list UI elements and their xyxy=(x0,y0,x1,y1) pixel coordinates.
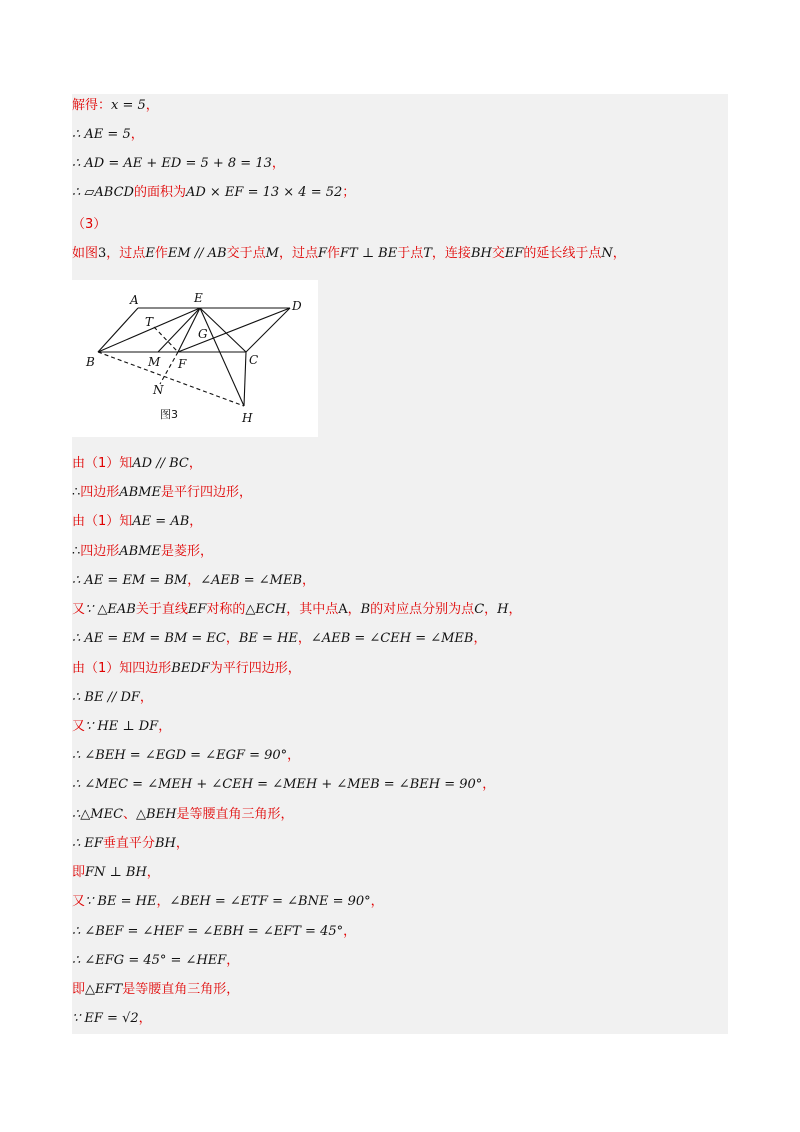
text-line xyxy=(72,660,301,678)
text-line xyxy=(72,864,160,882)
chinese-text: 又 xyxy=(72,602,86,617)
figure-3 xyxy=(72,280,318,437)
chinese-text: 四边形 xyxy=(80,544,120,559)
text-line xyxy=(72,572,315,590)
chinese-text: ，连接 xyxy=(431,246,471,261)
text-line xyxy=(72,776,495,794)
chinese-text: ， xyxy=(225,631,239,646)
text-line xyxy=(72,747,300,765)
math-expression: EF xyxy=(504,246,524,261)
chinese-text: ， xyxy=(484,602,498,617)
label-H: H xyxy=(242,411,253,425)
math-expression: FN ⊥ BH xyxy=(85,865,147,880)
text-line xyxy=(72,216,106,234)
chinese-text: ， xyxy=(297,631,311,646)
segment-EF xyxy=(178,308,200,352)
chinese-text: ， xyxy=(187,573,201,588)
text-line xyxy=(72,126,144,144)
chinese-text: ， xyxy=(139,690,153,705)
text-line xyxy=(72,835,189,853)
text-line xyxy=(72,689,153,707)
segment-AB xyxy=(98,308,138,352)
math-expression: △ECH xyxy=(245,602,287,617)
chinese-text: ， xyxy=(473,631,487,646)
text-line xyxy=(72,923,356,941)
chinese-text: ， xyxy=(347,602,361,617)
math-expression: EM // AB xyxy=(167,246,227,261)
chinese-text: 四边形 xyxy=(80,485,120,500)
math-expression: C xyxy=(474,602,485,617)
text-line xyxy=(72,601,522,619)
math-expression: ∵ HE ⊥ DF xyxy=(85,719,159,734)
segment-CD xyxy=(246,308,290,352)
math-expression: ∴ EF xyxy=(72,836,103,851)
label-C: C xyxy=(249,353,259,367)
math-expression: ABME xyxy=(119,544,162,559)
text-line xyxy=(72,513,202,531)
chinese-text: 作 xyxy=(154,246,168,261)
segment-FN-dashed xyxy=(160,352,178,384)
chinese-text: ， xyxy=(271,156,285,171)
label-E: E xyxy=(194,291,203,305)
math-expression: ∴ AE = EM = BM xyxy=(72,573,188,588)
text-line xyxy=(72,97,159,115)
text-line xyxy=(72,952,239,970)
chinese-text: ； xyxy=(342,185,356,200)
chinese-text: ， xyxy=(370,894,384,909)
math-expression: △BEH xyxy=(136,807,177,822)
text-line xyxy=(72,455,202,473)
text-line xyxy=(72,245,626,263)
math-expression: BEDF xyxy=(171,661,210,676)
math-expression: AD × EF = 13 × 4 = 52 xyxy=(185,185,343,200)
math-expression: ∴ xyxy=(72,485,81,500)
label-G: G xyxy=(198,327,208,341)
math-expression: E xyxy=(145,246,155,261)
chinese-text: 于点 xyxy=(397,246,424,261)
text-line xyxy=(72,184,355,202)
chinese-text: （3） xyxy=(72,217,107,232)
math-expression: ∠BEH = ∠ETF = ∠BNE = 90° xyxy=(169,894,371,909)
math-expression: EF xyxy=(187,602,207,617)
math-expression: F xyxy=(317,246,327,261)
chinese-text: ， xyxy=(158,719,172,734)
chinese-text: 关于直线 xyxy=(135,602,188,617)
math-expression: ∴ AE = EM = BM = EC xyxy=(72,631,226,646)
math-expression: M xyxy=(265,246,279,261)
text-line xyxy=(72,893,384,911)
chinese-text: 的对应点分别为点 xyxy=(370,602,475,617)
chinese-text: 是平行四边形， xyxy=(161,485,253,500)
chinese-text: ， xyxy=(156,894,170,909)
math-expression: ∵ △EAB xyxy=(85,602,136,617)
math-expression: ∴ ▱ABCD xyxy=(72,185,134,200)
math-expression: H xyxy=(497,602,509,617)
chinese-text: 是菱形， xyxy=(161,544,214,559)
math-expression: ∠AEB = ∠CEH = ∠MEB xyxy=(310,631,474,646)
chinese-text: 即 xyxy=(72,865,86,880)
math-expression: △EFT xyxy=(85,982,123,997)
chinese-text: ， xyxy=(508,602,522,617)
chinese-text: ， xyxy=(189,514,203,529)
chinese-text: 即 xyxy=(72,982,86,997)
chinese-text: ， xyxy=(146,865,160,880)
math-expression: BE = HE xyxy=(238,631,298,646)
text-line xyxy=(72,981,239,999)
text-line xyxy=(72,155,285,173)
chinese-text: 由（1）知 xyxy=(72,514,133,529)
math-expression: ∠AEB = ∠MEB xyxy=(200,573,303,588)
math-expression: ∴ ∠BEF = ∠HEF = ∠EBH = ∠EFT = 45° xyxy=(72,924,344,939)
chinese-text: 作 xyxy=(326,246,340,261)
chinese-text: ， xyxy=(612,246,626,261)
chinese-text: 由（1）知四边形 xyxy=(72,661,172,676)
math-expression: x = 5 xyxy=(111,98,146,113)
segment-CH xyxy=(244,352,246,406)
chinese-text: ， xyxy=(287,748,301,763)
math-expression: ∴ AE = 5 xyxy=(72,127,131,142)
chinese-text: ，过点 xyxy=(278,246,318,261)
math-expression: BH xyxy=(470,246,492,261)
label-D: D xyxy=(292,299,302,313)
math-expression: ∴ BE // DF xyxy=(72,690,140,705)
math-expression: AD // BC xyxy=(132,456,189,471)
math-expression: A xyxy=(338,602,348,617)
text-line xyxy=(72,484,252,502)
figure-caption: 图3 xyxy=(160,408,178,421)
text-line xyxy=(72,806,293,824)
segment-EH xyxy=(200,308,244,406)
chinese-text: 交于点 xyxy=(226,246,266,261)
label-M: M xyxy=(148,355,161,369)
math-expression: ∴ ∠BEH = ∠EGD = ∠EGF = 90° xyxy=(72,748,288,763)
geometry-diagram xyxy=(72,280,318,437)
chinese-text: 交 xyxy=(491,246,505,261)
label-N: N xyxy=(153,383,164,397)
chinese-text: ， xyxy=(343,924,357,939)
label-F: F xyxy=(178,357,187,371)
text-line xyxy=(72,718,171,736)
segment-FD xyxy=(178,308,290,352)
math-expression: AE = AB xyxy=(132,514,190,529)
math-expression: ∵ BE = HE xyxy=(85,894,157,909)
chinese-text: 、 xyxy=(123,807,137,822)
chinese-text: 对称的 xyxy=(206,602,246,617)
text-line xyxy=(72,1010,152,1028)
label-B: B xyxy=(86,355,95,369)
text-line xyxy=(72,543,213,561)
math-expression: ∴ AD = AE + ED = 5 + 8 = 13 xyxy=(72,156,272,171)
chinese-text: ， xyxy=(482,777,496,792)
chinese-text: ， xyxy=(138,1011,152,1026)
chinese-text: 解得： xyxy=(72,98,112,113)
chinese-text: ， xyxy=(175,836,189,851)
math-expression: ∴ ∠EFG = 45° = ∠HEF xyxy=(72,953,227,968)
math-expression: 3 xyxy=(98,246,107,261)
math-expression: B xyxy=(360,602,371,617)
math-expression: N xyxy=(601,246,613,261)
chinese-text: 是等腰直角三角形， xyxy=(176,807,294,822)
chinese-text: ， xyxy=(130,127,144,142)
chinese-text: 的面积为 xyxy=(133,185,186,200)
label-T: T xyxy=(145,315,154,329)
chinese-text: 由（1）知 xyxy=(72,456,133,471)
math-expression: T xyxy=(423,246,432,261)
chinese-text: ， xyxy=(188,456,202,471)
chinese-text: ， xyxy=(226,953,240,968)
chinese-text: 又 xyxy=(72,894,86,909)
chinese-text: ， xyxy=(145,98,159,113)
chinese-text: 的延长线于点 xyxy=(523,246,602,261)
math-expression: ∴ xyxy=(72,544,81,559)
chinese-text: 如图 xyxy=(72,246,99,261)
chinese-text: 是等腰直角三角形， xyxy=(122,982,240,997)
math-expression: ∴△MEC xyxy=(72,807,124,822)
chinese-text: 垂直平分 xyxy=(102,836,155,851)
math-expression: ∵ EF = √2 xyxy=(72,1011,139,1026)
chinese-text: 又 xyxy=(72,719,86,734)
chinese-text: ，过点 xyxy=(106,246,146,261)
text-line xyxy=(72,630,487,648)
math-expression: BH xyxy=(154,836,176,851)
math-expression: ABME xyxy=(119,485,162,500)
math-expression: FT ⊥ BE xyxy=(340,246,398,261)
chinese-text: ，其中点 xyxy=(286,602,339,617)
segment-BH-dashed xyxy=(98,352,244,406)
math-expression: ∴ ∠MEC = ∠MEH + ∠CEH = ∠MEH + ∠MEB = ∠BEH = 90° xyxy=(72,777,483,792)
label-A: A xyxy=(130,293,139,307)
chinese-text: 为平行四边形， xyxy=(209,661,301,676)
segment-TF-dashed xyxy=(154,327,178,352)
chinese-text: ， xyxy=(302,573,316,588)
